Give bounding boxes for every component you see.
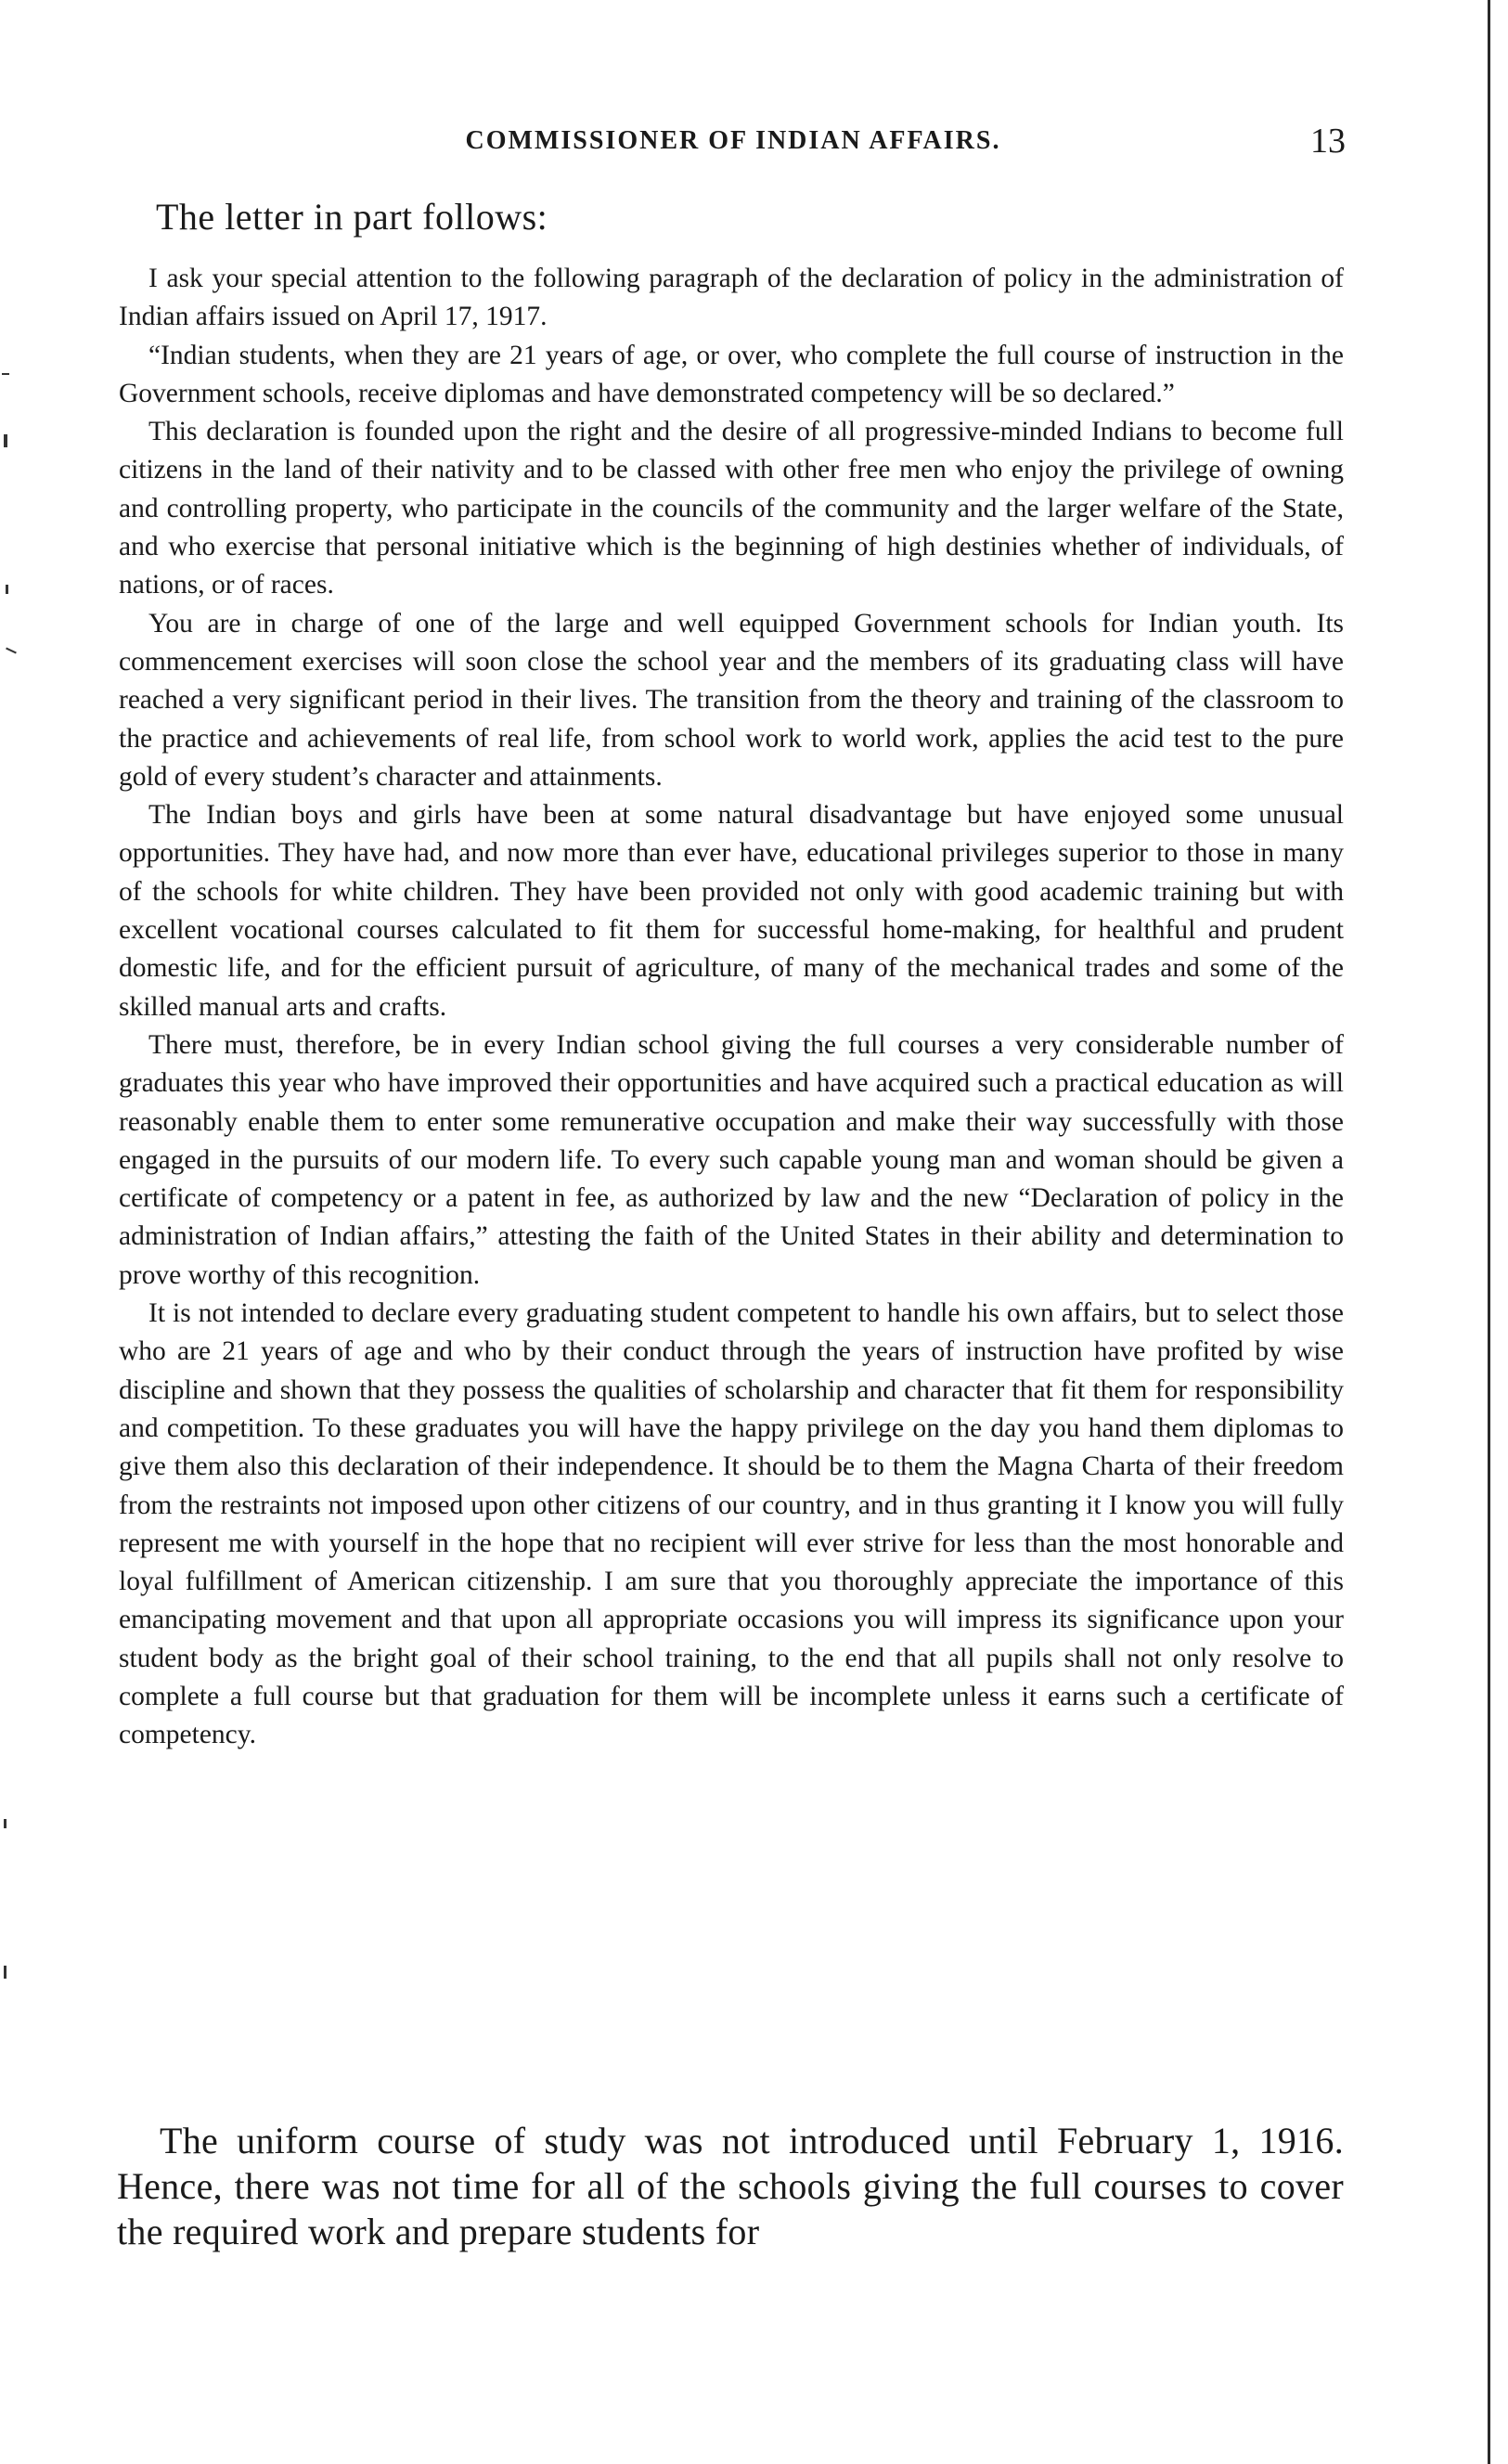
- letter-paragraph: The Indian boys and girls have been at some natural disadvantage but have enjoyed some unusual opportunities. They have had, and now more than ever have, educational privileges superior to those in many of the schools for white children. They have been provided not only with good academic training but with excellent vocational courses calculated to fit them for successful home-making, for healthful and prudent domestic life, and for the efficient pursuit of agriculture, of many of the mechanical trades and some of the skilled manual arts and crafts.: [119, 800, 1344, 1022]
- margin-mark: [4, 434, 7, 447]
- letter-paragraph: You are in charge of one of the large and well equipped Government schools for Indian youth. Its commencement exercises will soon close the school year and the members of its graduating class will have reached a very significant period in their lives. The transition from the theory and training of the classroom to the practice and achievements of real life, from school work to world work, applies the acid test to the pure gold of every student’s character and attainments.: [119, 608, 1344, 792]
- letter-paragraph: I ask your special attention to the following paragraph of the declaration of policy in the administration of Indian affairs issued on April 17, 1917.: [119, 264, 1344, 332]
- letter-paragraph: “Indian students, when they are 21 years of age, or over, who complete the full course of instruction in the Government schools, receive diplomas and have demonstrated competency will be so declared.”: [119, 340, 1344, 408]
- margin-mark: [6, 585, 8, 594]
- letter-paragraph: It is not intended to declare every graduating student competent to handle his own affairs, but to select those who are 21 years of age and who by their conduct through the years of instruction have profited by wise discipline and shown that they possess the qualities of scholarship and character that fit them for responsibility and competition. To these graduates you will have the happy privilege on the day you hand them diplomas to give them also this declaration of their independence. It should be to them the Magna Charta of their freedom from the restraints not imposed upon other citizens of our country, and in thus granting it I know you will fully represent me with yourself in the hope that no recipient will ever strive for less than the most honorable and loyal fulfillment of American citizenship. I am sure that you thoroughly appreciate the importance of this emancipating movement and that upon all appropriate occasions you will impress its significance upon your student body as the bright goal of their school training, to the end that all pupils shall not only resolve to complete a full course but that graduation for them will be incomplete unless it earns such a certificate of competency.: [119, 1298, 1344, 1750]
- closing-paragraph: The uniform course of study was not introduced until February 1, 1916. Hence, there was not time for all of the schools giving the full courses to cover the required work and prepare students for: [117, 2120, 1344, 2252]
- running-head: COMMISSIONER OF INDIAN AFFAIRS.: [465, 126, 1001, 155]
- page-number: 13: [1310, 122, 1346, 161]
- margin-mark: [2, 373, 9, 375]
- quoted-letter: [119, 260, 1344, 1755]
- margin-mark: [4, 1819, 6, 1828]
- intro-line: The letter in part follows:: [156, 196, 548, 238]
- scan-edge-rule: [1488, 0, 1490, 2464]
- letter-paragraph: This declaration is founded upon the right and the desire of all progressive-minded Indians to become full citizens in the land of their nativity and to be classed with other free men who enjoy the privilege of owning and controlling property, who participate in the councils of the community and the larger welfare of the State, and who exercise that personal initiative which is the beginning of high destinies whether of individuals, of nations, or of races.: [119, 417, 1344, 600]
- letter-paragraph: There must, therefore, be in every Indian school giving the full courses a very considerable number of graduates this year who have improved their opportunities and have acquired such a practical education as will reasonably enable them to enter some remunerative occupation and make their way successfully with those engaged in the pursuits of our modern life. To every such capable young man and woman should be given a certificate of competency or a patent in fee, as authorized by law and the new “Declaration of policy in the administration of Indian affairs,” attesting the faith of the United States in their ability and determination to prove worthy of this recognition.: [119, 1029, 1344, 1290]
- margin-mark: [4, 1966, 6, 1979]
- margin-mark: [6, 648, 17, 654]
- page-header: [121, 121, 1346, 167]
- body-text: [117, 2118, 1344, 2254]
